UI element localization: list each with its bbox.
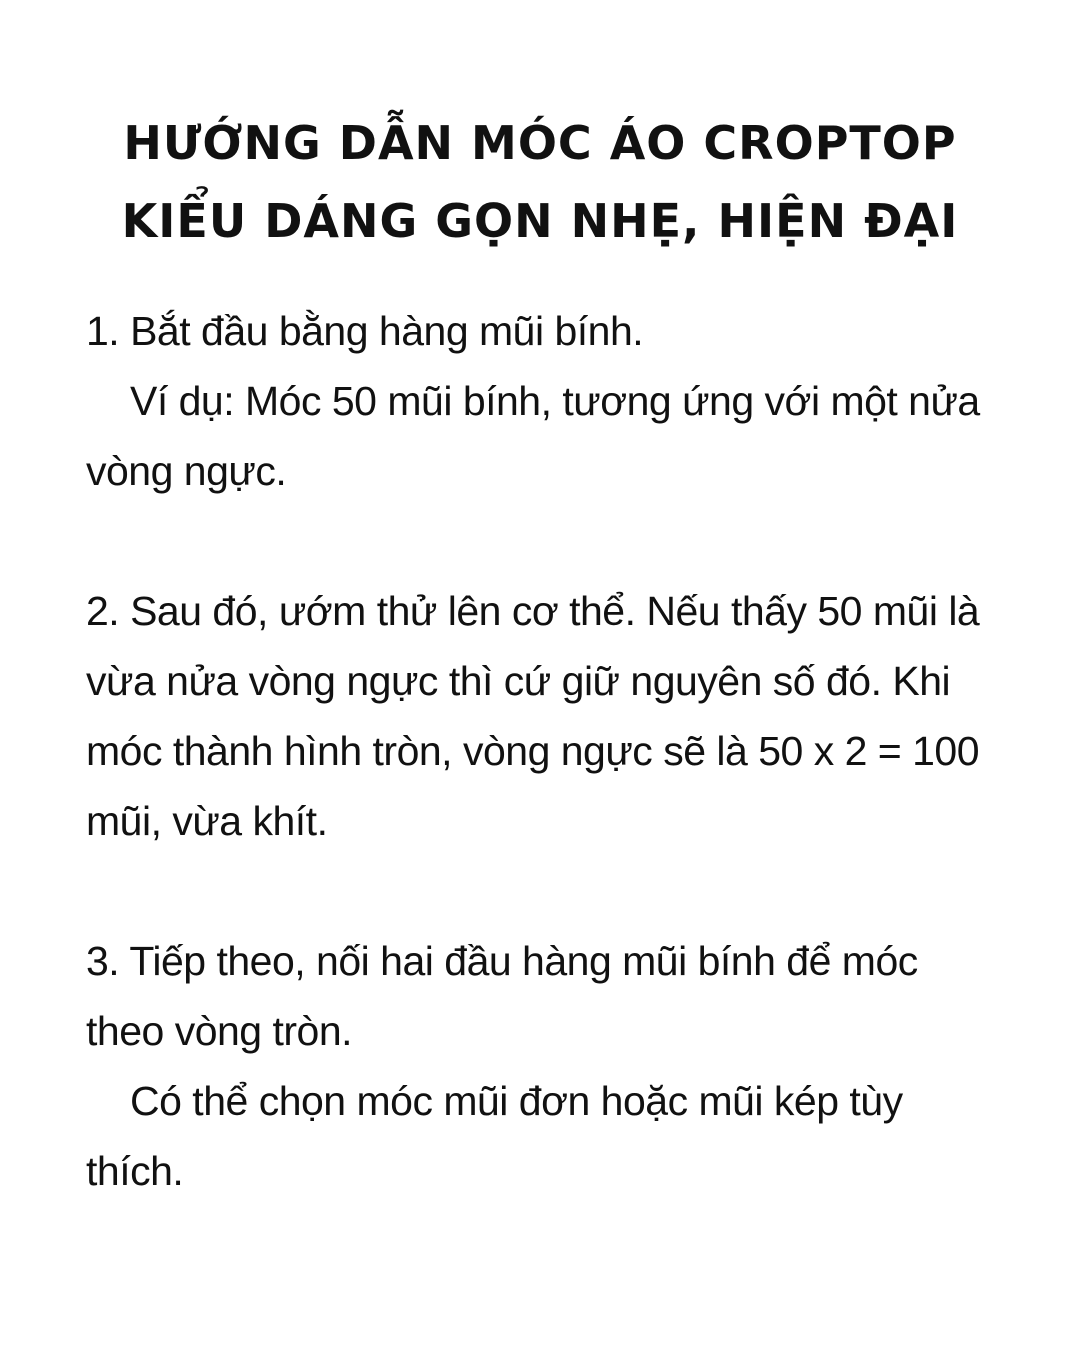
step-3 (86, 926, 1006, 1206)
step-3-text: 3. Tiếp theo, nối hai đầu hàng mũi bính để móc theo vòng tròn. (86, 938, 918, 1054)
step-2-text: 2. Sau đó, ướm thử lên cơ thể. Nếu thấy 50 mũi là vừa nửa vòng ngực thì cứ giữ nguyên số đó. Khi móc thành hình tròn, vòng ngực sẽ là 50 x 2 = 100 mũi, vừa khít. (86, 588, 980, 844)
title-line-2: KIỂU DÁNG GỌN NHẸ, HIỆN ĐẠI (121, 194, 959, 248)
title-line-1: HƯỚNG DẪN MÓC ÁO CROPTOP (123, 116, 957, 170)
step-1-text: 1. Bắt đầu bằng hàng mũi bính. (86, 308, 644, 354)
instructions (86, 296, 1006, 1276)
step-2 (86, 576, 1006, 856)
step-1-note: Ví dụ: Móc 50 mũi bính, tương ứng với một nửa vòng ngực. (86, 378, 980, 494)
step-1 (86, 296, 1006, 506)
step-3-note: Có thể chọn móc mũi đơn hoặc mũi kép tùy thích. (86, 1078, 903, 1194)
page-title (0, 104, 1080, 260)
